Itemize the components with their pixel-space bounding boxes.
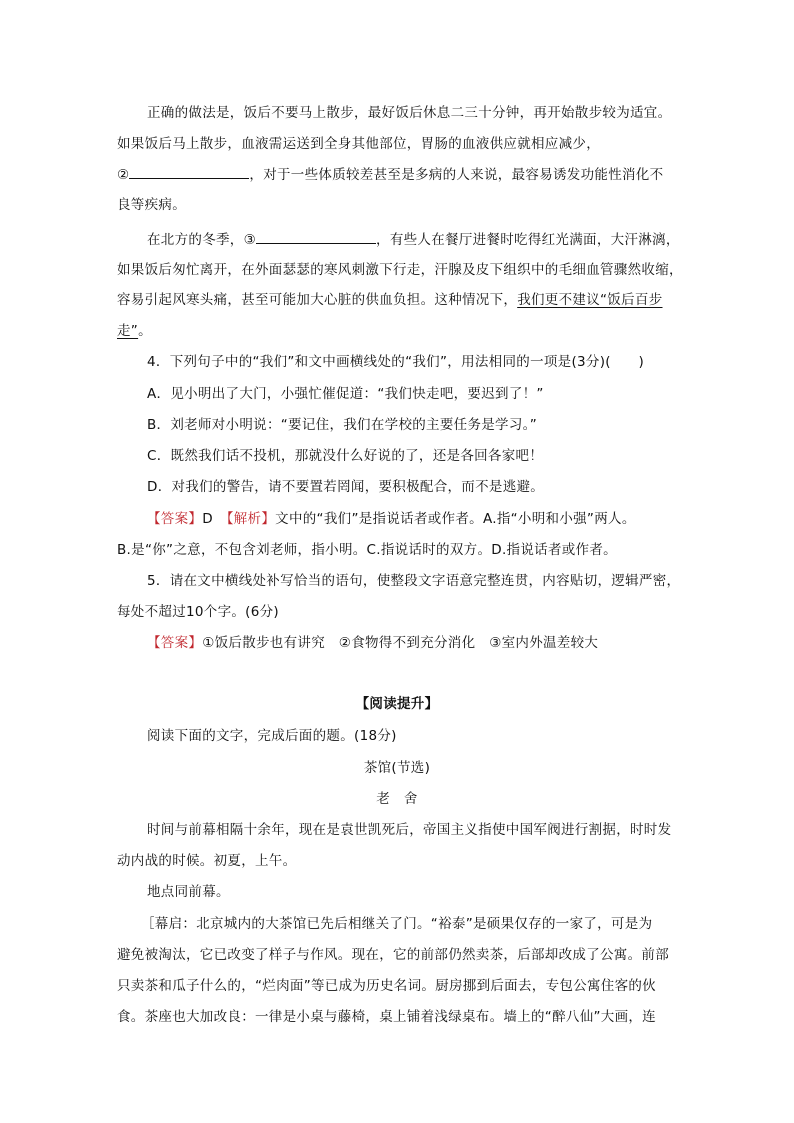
passage-p3-line1: ［幕启：北京城内的大茶馆已先后相继关了门。“裕泰”是硕果仅存的一家了，可是为 — [141, 916, 653, 932]
section-heading: 【阅读提升】 — [355, 696, 439, 712]
q4-stem: 4．下列句子中的“我们”和文中画横线处的“我们”，用法相同的一项是(3分)( ) — [147, 354, 645, 370]
para1-line4: 良等疾病。 — [117, 197, 186, 213]
para2-line4 — [117, 321, 152, 341]
underlined-phrase: 我们更不建议“饭后百步 — [517, 292, 663, 308]
q4-analysis-line2: B.是“你”之意，不包含刘老师，指小明。C.指说话时的双方。D.指说话者或作者。 — [117, 542, 617, 558]
passage-p2: 地点同前幕。 — [147, 884, 230, 900]
q4-option-d: D．对我们的警告，请不要置若罔闻，要积极配合，而不是逃避。 — [147, 479, 545, 495]
underlined-phrase-end: 走” — [117, 323, 139, 339]
passage-title: 茶馆(节选) — [363, 760, 431, 776]
para1-line3 — [117, 164, 663, 185]
answer-tag: 【答案】 — [147, 511, 203, 527]
para2-line4-end: 。 — [138, 323, 152, 339]
answer-value: D — [202, 511, 227, 527]
blank-marker-2: ② — [117, 167, 130, 183]
para2-line3-pre: 容易引起风寒头痛，甚至可能加大心脏的供血负担。这种情况下， — [117, 292, 518, 308]
passage-p1-line2: 动内战的时候。初夏，上午。 — [117, 853, 297, 869]
q4-answer-line — [147, 509, 636, 529]
q4-option-c: C．既然我们话不投机，那就没什么好说的了，还是各回各家吧！ — [147, 448, 544, 464]
passage-p3-line4: 食。茶座也大加改良：一律是小桌与藤椅，桌上铺着浅绿桌布。墙上的“醉八仙”大画，连 — [117, 1009, 656, 1025]
para2-line3 — [117, 290, 663, 310]
para2-line1-post: ，有些人在餐厅进餐时吃得红光满面，大汗淋漓， — [376, 232, 680, 248]
q5-answer-line — [147, 633, 598, 653]
blank-line-2 — [129, 164, 249, 179]
para2-line1-pre: 在北方的冬季，③ — [147, 232, 257, 248]
passage-p1-line1: 时间与前幕相隔十余年，现在是袁世凯死后，帝国主义指使中国军阀进行割据，时时发 — [147, 822, 672, 838]
reading-instruction: 阅读下面的文字，完成后面的题。(18分) — [147, 728, 397, 744]
passage-p3-line3: 只卖茶和瓜子什么的，“烂肉面”等已成为历史名词。厨房挪到后面去，专包公寓住客的伙 — [117, 978, 656, 994]
para1-line2: 如果饭后马上散步，血液需运送到全身其他部位，胃肠的血液供应就相应减少， — [117, 136, 600, 152]
para1-line1: 正确的做法是，饭后不要马上散步，最好饭后休息二三十分钟，再开始散步较为适宜。 — [147, 105, 672, 121]
answer-tag: 【答案】 — [147, 635, 203, 651]
analysis-text: 文中的“我们”是指说话者或作者。A.指“小明和小强”两人。 — [275, 511, 636, 527]
para1-line3-text: ，对于一些体质较差甚至是多病的人来说，最容易诱发功能性消化不 — [249, 167, 664, 183]
q4-option-a: A．见小明出了大门，小强忙催促道：“我们快走吧，要迟到了！” — [147, 386, 544, 402]
answer-value: ①饭后散步也有讲究 ②食物得不到充分消化 ③室内外温差较大 — [202, 635, 599, 651]
q5-stem-line1: 5．请在文中横线处补写恰当的语句，使整段文字语意完整连贯，内容贴切，逻辑严密， — [147, 573, 681, 589]
blank-line-3 — [256, 229, 376, 244]
passage-author: 老 舍 — [376, 791, 418, 807]
para2-line1 — [147, 229, 680, 250]
q4-option-b: B．刘老师对小明说：“要记住，我们在学校的主要任务是学习。” — [147, 417, 537, 433]
para2-line2: 如果饭后匆忙离开，在外面瑟瑟的寒风刺激下行走，汗腺及皮下组织中的毛细血管骤然收缩， — [117, 262, 683, 278]
passage-p3-line2: 避免被淘汰，它已改变了样子与作风。现在，它的前部仍然卖茶，后部却改成了公寓。前部 — [117, 947, 669, 963]
q5-stem-line2: 每处不超过10个字。(6分) — [117, 604, 280, 620]
analysis-tag: 【解析】 — [226, 511, 276, 527]
